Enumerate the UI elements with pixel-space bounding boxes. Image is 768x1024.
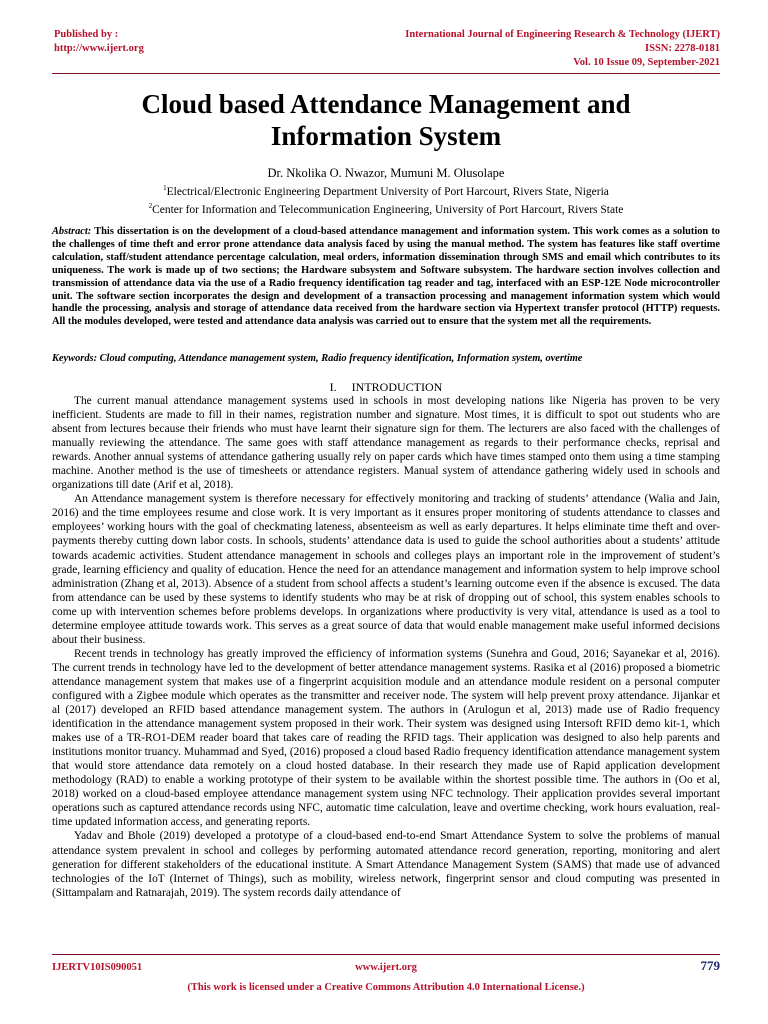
intro-paragraph-3: Recent trends in technology has greatly improved the efficiency of information systems (Sunehra and Goud, 2016; Sayanekar et al, 2016). The current trends in technology have led to the development of better attendance management systems. Rasika et al (2016) proposed a biometric attendance management system that makes use of a fingerprint acquisition module and an attendance module resident on a personal computer configured with a Zigbee module which operates as the transmitter and receiver node. The system will help prevent proxy attendance. Jijankar et al (2017) developed an RFID based attendance management system. The authors in (Arulogun et al, 2013) made use of Radio frequency identification in the attendance management system proposed in their work. Their system was designed using Intersoft RFID demo kit-1, which makes use of a TR-RO1-DEM reader board that takes care of reading the RFID tags. Their application was designed to also help parents and institutions monitor truancy. Muhammad and Syed, (2016) proposed a cloud based Radio frequency identification attendance management system that would store attendance data remotely on a cloud hosted database. In their research they made use of Rapid application development methodology (RAD) to enable a working prototype of their system to be available within the shortest possible time. The authors in (Oo et al, 2018) worked on a cloud-based employee attendance management system using NFC technology. Their application provides several important operations such as captured attendance records using NFC, automatic time calculation, leave and overtime checking, work hours evaluation, real-time updated information access, and generating reports. [52, 647, 720, 829]
issn: ISSN: 2278-0181 [645, 43, 720, 54]
paper-id: IJERTV10IS090051 [52, 962, 143, 973]
volume-issue: Vol. 10 Issue 09, September-2021 [573, 57, 720, 68]
section-number: I. [329, 380, 337, 394]
introduction-body [52, 394, 720, 900]
affiliation-2-mark: 2 [148, 201, 153, 210]
section-title: INTRODUCTION [351, 380, 443, 394]
affiliation-2-text: Center for Information and Telecommunication Engineering, University of Port Harcourt, Rivers State [152, 203, 624, 216]
footer-site-link[interactable]: www.ijert.org [355, 962, 417, 973]
header-left [54, 28, 144, 56]
abstract-text: This dissertation is on the development of a cloud-based attendance management and information system. This work comes as a solution to the challenges of time theft and error prone attendance data analysis faced by using the manual method. The system has features like staff overtime calculation, staff/student attendance percentage calculation, meal orders, information dissemination through SMS and email which contributes to its uniqueness. The work is made up of two sections; the Hardware subsystem and Software subsystem. The hardware section involves collection and transmission of attendance data via the use of a Radio frequency identification tag reader and tag, interfaced with an ESP-12E Node microcontroller unit. The software section incorporates the design and development of a transaction processing and management information system which would handle the processing, analysis and storage of attendance data received from the hardware section via Hypertext transfer protocol (HTTP) requests. All the modules developed, were tested and attendance data analysis was carried out to ensure that the system met all the requirements. [52, 226, 720, 328]
title-line-1: Cloud based Attendance Management and [141, 89, 631, 119]
journal-name: International Journal of Engineering Research & Technology (IJERT) [405, 29, 720, 40]
header-divider [52, 73, 720, 74]
license-note: (This work is licensed under a Creative Commons Attribution 4.0 International License.) [187, 982, 585, 993]
abstract [52, 226, 720, 329]
journal-url-link[interactable]: http://www.ijert.org [54, 43, 144, 54]
affiliation-2 [52, 199, 720, 217]
intro-paragraph-4: Yadav and Bhole (2019) developed a prototype of a cloud-based end-to-end Smart Attendance System to solve the problems of manual attendance system prevalent in school and colleges by performing automated attendance record generation, reporting, monitoring and alert generation for different stakeholders of the educational institute. A Smart Attendance Management System (SAMS) that made use of advanced technologies of the IoT (Internet of Things), such as mobility, wireless network, fingerprint sensor and cloud computing was presented in (Sittampalam and Ratnarajah, 2019). The system records daily attendance of [52, 830, 720, 899]
author-block [52, 166, 720, 217]
title-line-2: Information System [270, 121, 502, 151]
intro-paragraph-2: An Attendance management system is therefore necessary for effectively monitoring and tracking of students’ attendance (Walia and Jain, 2016) and the time employees resume and close work. It is very important as it ensures proper monitoring of students attendance to classes and employees’ working hours with the goal of checkmating lateness, absenteeism as well as early departures. It helps eliminate time theft and over-payments thereby cutting down labor costs. In schools, students’ attendance data is used to guide the school authorities about a students’ attitude towards academic activities. Student attendance management in schools and colleges plays an important role in the improvement of student’s grade, learning efficiency and quality of education. Hence the need for an attendance management and information system to help improve school administration (Zhang et al, 2013). Absence of a student from school affects a student’s learning outcome even if the absence is excused. The data from attendance can be used by these systems to identify students who may be at risk of dropping out of school, this system enables schools to come up with intervention schemes before problems develops. In organizations where productivity is very vital, attendance is used as a tool to determine employee attitude towards work. This serves as a great source of data that would enable management make useful informed decisions about their business. [52, 493, 720, 646]
header-right [405, 28, 720, 70]
affiliation-1 [52, 181, 720, 199]
abstract-label: Abstract: [52, 226, 92, 237]
page-number: 779 [700, 958, 720, 973]
footer-divider [52, 954, 720, 955]
paper-title [52, 88, 720, 152]
author-names: Dr. Nkolika O. Nwazor, Mumuni M. Olusolape [267, 166, 505, 180]
affiliation-1-mark: 1 [163, 184, 167, 192]
intro-paragraph-1: The current manual attendance management systems used in schools in most developing nations like Nigeria has proven to be very inefficient. Students are made to fill in their names, registration number and signature. Most times, it is difficult to spot out students who are absent from lectures because their friends who must have learnt their signature sign for them. The lecturers are also faced with the challenges of manually reviewing the attendance. The same goes with staff attendance management as regards to their performance checks, reprisal and rewards. Another annual systems of attendance gathering usually rely on paper cards which have times stamped onto them using a time stamping machine. Another method is the use of timesheets or attendance registers. Manual system of attendance gathering widely used in schools and organizations till date (Arif et al, 2018). [52, 395, 720, 492]
keywords: Keywords: Cloud computing, Attendance management system, Radio frequency identification, Information system, overtime [52, 353, 583, 364]
section-heading [52, 380, 720, 394]
affiliation-1-text: Electrical/Electronic Engineering Department University of Port Harcourt, Rivers State, Nigeria [166, 185, 609, 198]
published-by-label: Published by : [54, 29, 119, 40]
